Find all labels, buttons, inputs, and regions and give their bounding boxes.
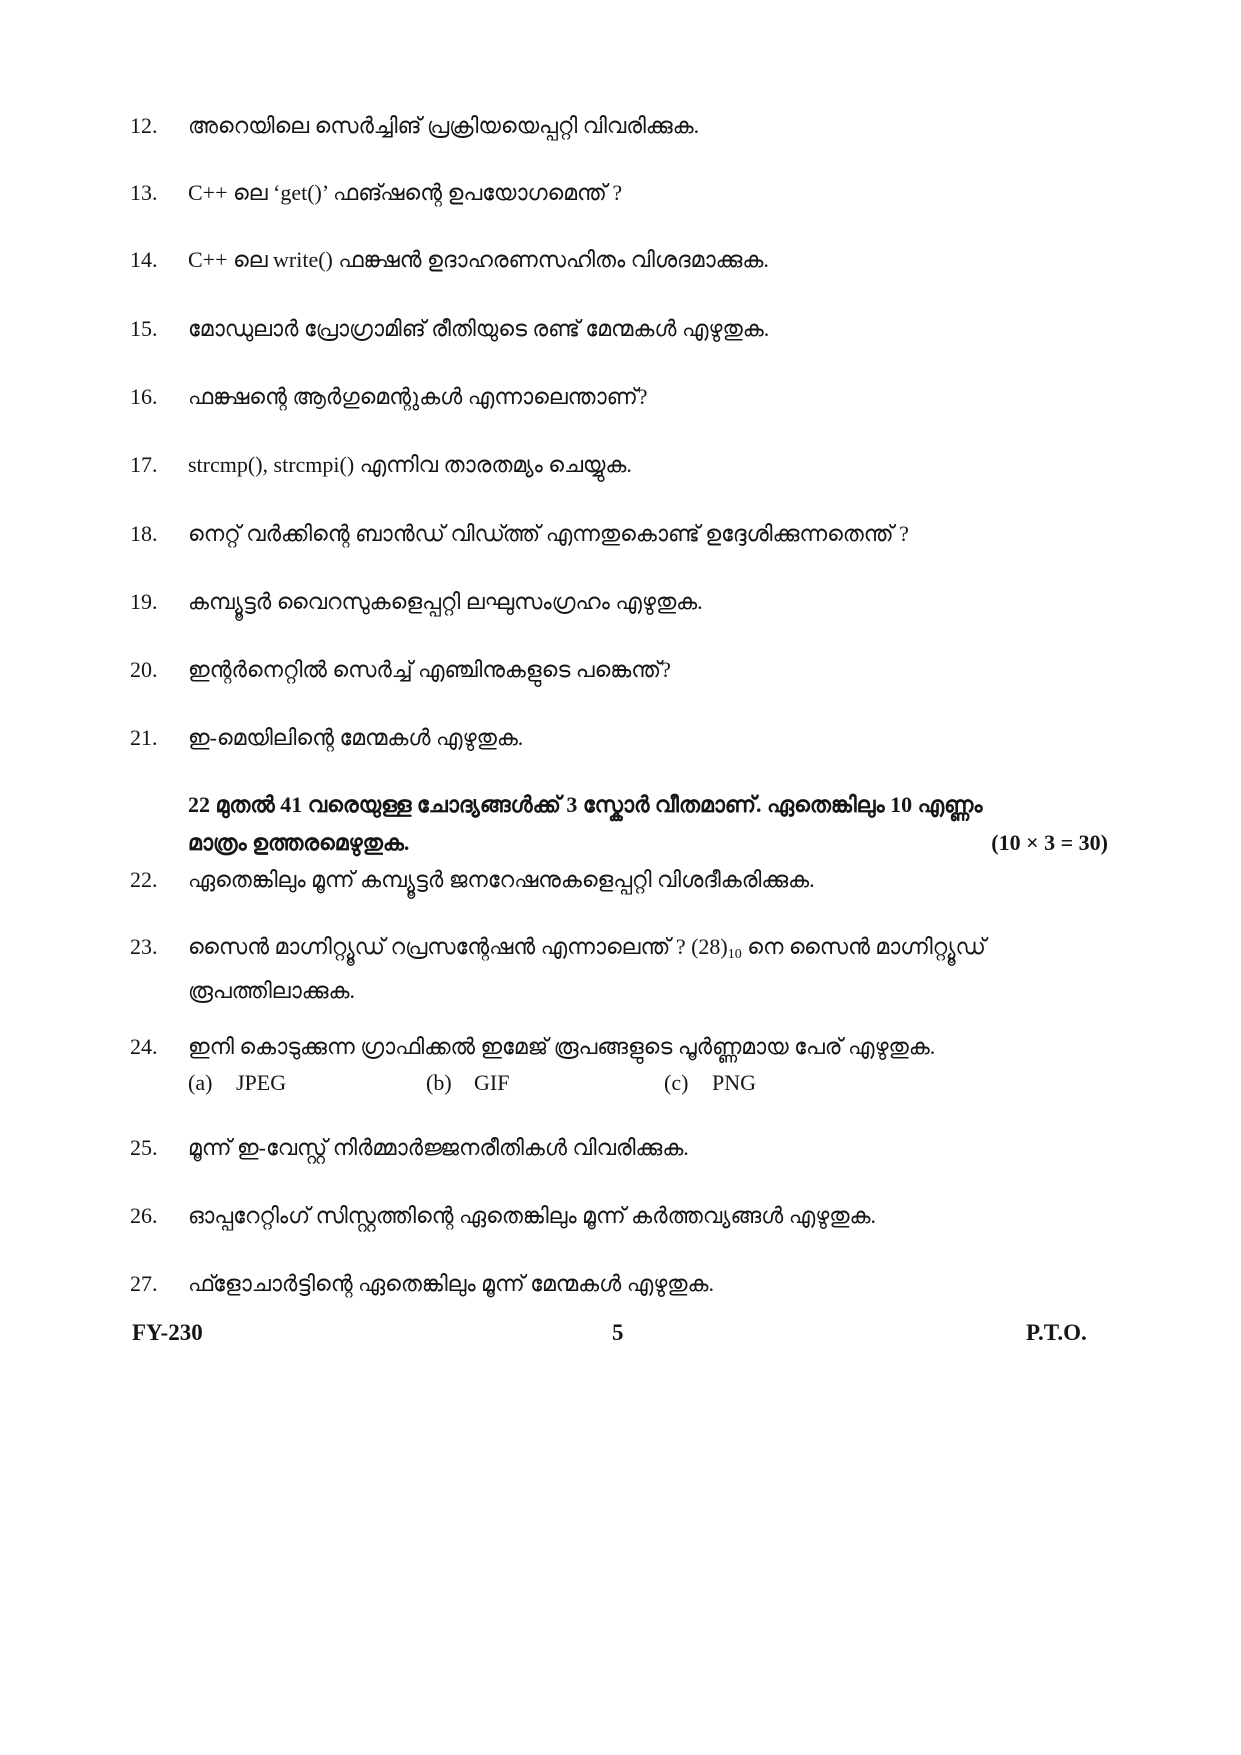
question-22 [130,862,1110,898]
question-number: 13. [130,180,158,205]
options-row [188,1065,1110,1101]
question-text: ഇന്റർനെറ്റിൽ സെർച്ച് എഞ്ചിനുകളുടെ പങ്കെന്ത്? [188,657,671,682]
question-number: 12. [130,113,158,138]
question-text: ഇ-മെയിലിന്റെ മേന്മകൾ എഴുതുക. [188,725,524,750]
question-text: ഇനി കൊടുക്കുന്ന ഗ്രാഫിക്കൽ ഇമേജ് രൂപങ്ങളുടെ പൂർണ്ണമായ പേര് എഴുതുക. [188,1034,936,1059]
question-text: ഫങ്ക്ഷന്റെ ആർഗുമെന്റുകൾ എന്നാലെന്താണ്? [188,384,648,409]
question-text: നെറ്റ് വർക്കിന്റെ ബാൻഡ് വിഡ്ത്ത് എന്നതുകൊണ്ട് ഉദ്ദേശിക്കുന്നതെന്ത് ? [188,521,909,546]
question-19 [130,584,1110,620]
question-14 [130,242,1110,278]
question-text: മൂന്ന് ഇ-വേസ്റ്റ് നിർമ്മാർജ്ജനരീതികൾ വിവരിക്കുക. [188,1135,689,1160]
option-value: PNG [712,1070,757,1095]
question-27 [130,1266,1110,1302]
question-number: 25. [130,1135,158,1160]
question-18 [130,516,1110,552]
footer-paper-code: FY-230 [132,1320,203,1345]
question-text: കമ്പ്യൂട്ടർ വൈറസുകളെപ്പറ്റി ലഘുസംഗ്രഹം എഴുതുക. [188,589,703,614]
question-text: strcmp(), strcmpi() എന്നിവ താരതമ്യം ചെയ്യുക. [188,452,632,477]
question-text [188,929,1110,1009]
section-instruction-line-2: മാത്രം ഉത്തരമെഴുതുക. [188,830,410,855]
question-23 [130,929,1110,1009]
question-number: 22. [130,867,158,892]
question-20 [130,652,1110,688]
question-text: ഏതെങ്കിലും മൂന്ന് കമ്പ്യൂട്ടർ ജനറേഷനുകളെപ്പറ്റി വിശദീകരിക്കുക. [188,867,815,892]
question-text: ഫ്ളോചാർട്ടിന്റെ ഏതെങ്കിലും മൂന്ന് മേന്മകൾ എഴുതുക. [188,1271,715,1296]
question-13 [130,175,1110,211]
question-26 [130,1198,1110,1234]
option-label: (a) [188,1070,213,1095]
question-text: അറെയിലെ സെർച്ചിങ് പ്രക്രിയയെപ്പറ്റി വിവരിക്കുക. [188,113,700,138]
question-21 [130,720,1110,756]
question-text-part: രൂപത്തിലാക്കുക. [188,978,355,1003]
question-text-part: നെ സൈൻ മാഗ്നിറ്റ്യൂഡ് [741,934,986,959]
question-number: 20. [130,657,158,682]
question-number: 23. [130,934,158,959]
question-text: C++ ലെ write() ഫങ്ക്ഷൻ ഉദാഹരണസഹിതം വിശദമാക്കുക. [188,247,769,272]
question-17 [130,447,1110,483]
question-number: 16. [130,384,158,409]
question-text: മോഡുലാർ പ്രോഗ്രാമിങ് രീതിയുടെ രണ്ട് മേന്മകൾ എഴുതുക. [188,316,770,341]
question-number: 17. [130,452,158,477]
footer-pto: P.T.O. [1026,1320,1087,1345]
question-15 [130,311,1110,347]
section-marks: (10 × 3 = 30) [991,830,1108,855]
base-subscript: 10 [727,947,742,962]
question-number: 24. [130,1034,158,1059]
footer-page-number: 5 [612,1320,624,1345]
option-label: (b) [426,1070,452,1095]
question-text-part: സൈൻ മാഗ്നിറ്റ്യൂഡ് റപ്രസന്റേഷൻ എന്നാലെന്ത് ? (28) [188,934,728,959]
question-number: 21. [130,725,158,750]
question-25 [130,1130,1110,1166]
question-number: 19. [130,589,158,614]
option-value: GIF [474,1070,510,1095]
option-c [664,1065,756,1101]
option-label: (c) [664,1070,689,1095]
option-b [426,1065,509,1101]
question-text: ഓപ്പറേറ്റിംഗ് സിസ്റ്റത്തിന്റെ ഏതെങ്കിലും മൂന്ന് കർത്തവ്യങ്ങൾ എഴുതുക. [188,1203,877,1228]
question-16 [130,379,1110,415]
question-number: 26. [130,1203,158,1228]
question-number: 27. [130,1271,158,1296]
question-number: 15. [130,316,158,341]
section-instruction [188,786,1108,862]
option-value: JPEG [236,1070,287,1095]
question-24 [130,1029,1110,1101]
question-12 [130,108,1110,144]
question-number: 14. [130,247,158,272]
question-text: C++ ലെ ‘get()’ ഫങ്ഷന്റെ ഉപയോഗമെന്ത് ? [188,180,623,205]
question-number: 18. [130,521,158,546]
section-instruction-line-1: 22 മുതൽ 41 വരെയുള്ള ചോദ്യങ്ങൾക്ക് 3 സ്കോർ വീതമാണ്. ഏതെങ്കിലും 10 എണ്ണം [188,792,983,817]
option-a [188,1065,286,1101]
